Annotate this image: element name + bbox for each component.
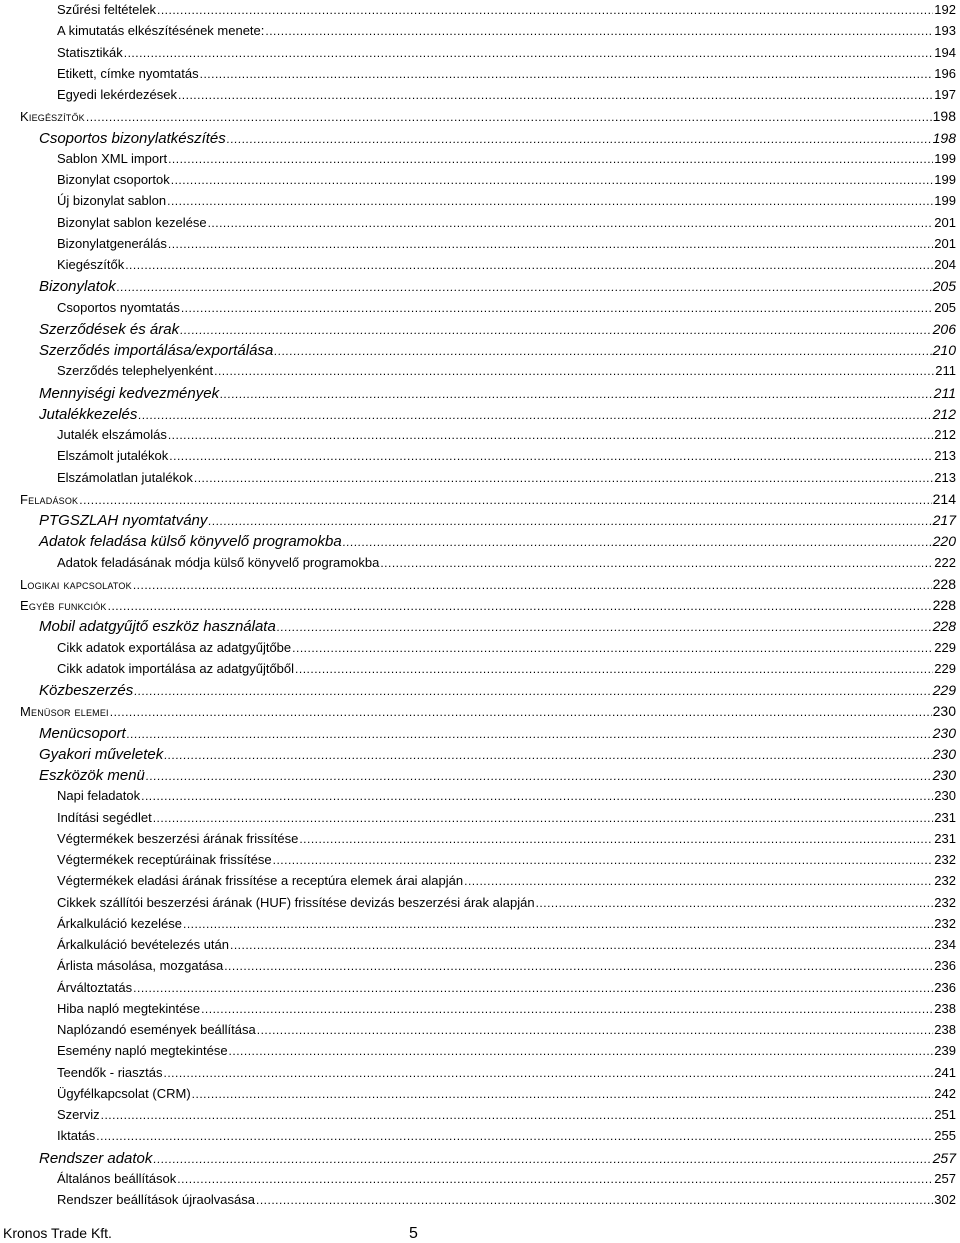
toc-entry[interactable] bbox=[57, 810, 956, 831]
toc-dot-leader bbox=[125, 258, 933, 272]
toc-entry-title: Indítási segédlet bbox=[57, 809, 152, 825]
toc-entry-title: Kiegészítők bbox=[20, 109, 85, 125]
toc-entry[interactable] bbox=[57, 640, 956, 661]
toc-dot-leader bbox=[273, 853, 934, 867]
toc-entry[interactable] bbox=[57, 1086, 956, 1107]
toc-entry-title: Szerződés telephelyenként bbox=[57, 363, 214, 379]
toc-entry-title: Közbeszerzés bbox=[39, 682, 134, 699]
toc-entry-page: 199 bbox=[934, 172, 956, 187]
toc-entry-title: Adatok feladásának módja külső könyvelő programokba bbox=[57, 554, 380, 570]
toc-entry-title: Új bizonylat sablon bbox=[57, 193, 167, 209]
toc-entry-title: Szűrési feltételek bbox=[57, 2, 156, 17]
toc-entry-title: Cikk adatok importálása az adatgyűjtőből bbox=[57, 660, 295, 676]
page-footer bbox=[0, 1225, 960, 1243]
toc-entry-page: 211 bbox=[933, 384, 956, 401]
toc-dot-leader bbox=[157, 3, 933, 17]
toc-dot-leader bbox=[214, 364, 934, 378]
toc-entry-title: Bizonylat sablon kezelése bbox=[57, 214, 207, 230]
toc-entry-title: Árkalkuláció bevételezés után bbox=[57, 937, 229, 952]
toc-entry-title: Bizonylatok bbox=[39, 278, 116, 296]
toc-entry-title: Általános beállítások bbox=[57, 1170, 177, 1186]
toc-entry-page: 205 bbox=[932, 278, 956, 295]
toc-entry-page: 206 bbox=[932, 320, 956, 337]
toc-dot-leader bbox=[117, 280, 932, 294]
toc-entry-page: 194 bbox=[934, 44, 956, 60]
toc-dot-leader bbox=[200, 67, 934, 81]
toc-entry-page: 232 bbox=[934, 894, 956, 910]
toc-entry-title: Feladások bbox=[20, 491, 79, 507]
toc-dot-leader bbox=[168, 428, 933, 442]
toc-entry[interactable] bbox=[57, 470, 956, 491]
toc-entry-page: 205 bbox=[934, 299, 956, 315]
toc-dot-leader bbox=[138, 408, 931, 422]
toc-entry-title: Árkalkuláció kezelése bbox=[57, 915, 183, 931]
toc-entry[interactable] bbox=[57, 980, 956, 1001]
toc-entry-title: Mennyiségi kedvezmények bbox=[39, 384, 220, 402]
toc-entry-page: 228 bbox=[932, 575, 956, 592]
toc-entry-title: Csoportos bizonylatkészítés bbox=[39, 129, 226, 147]
toc-entry[interactable] bbox=[39, 278, 956, 299]
toc-entry-page: 211 bbox=[935, 363, 956, 379]
toc-entry[interactable] bbox=[57, 193, 956, 214]
toc-dot-leader bbox=[230, 938, 933, 952]
toc-dot-leader bbox=[79, 493, 931, 507]
toc-entry[interactable] bbox=[57, 427, 956, 448]
toc-entry-page: 257 bbox=[932, 1149, 956, 1166]
toc-dot-leader bbox=[224, 959, 933, 973]
toc-entry-page: 239 bbox=[934, 1043, 956, 1059]
toc-entry-page: 204 bbox=[934, 257, 956, 272]
toc-entry-title: Elszámolatlan jutalékok bbox=[57, 469, 193, 485]
toc-entry[interactable] bbox=[57, 852, 956, 873]
toc-dot-leader bbox=[380, 556, 933, 570]
toc-dot-leader bbox=[134, 684, 931, 698]
toc-entry-title: Menücsoport bbox=[39, 724, 126, 742]
toc-entry[interactable] bbox=[57, 87, 956, 108]
toc-entry-title: Bizonylat csoportok bbox=[57, 172, 170, 187]
toc-dot-leader bbox=[127, 727, 932, 741]
toc-dot-leader bbox=[227, 132, 932, 146]
toc-entry-title: Gyakori műveletek bbox=[39, 745, 164, 763]
toc-dot-leader bbox=[171, 173, 934, 187]
toc-entry-page: 238 bbox=[934, 1022, 956, 1037]
toc-dot-leader bbox=[133, 981, 933, 995]
toc-dot-leader bbox=[86, 110, 932, 124]
toc-entry-page: 210 bbox=[932, 342, 956, 358]
toc-entry-page: 230 bbox=[932, 703, 956, 720]
toc-dot-leader bbox=[124, 46, 934, 60]
toc-entry-title: Hiba napló megtekintése bbox=[57, 1000, 201, 1016]
toc-entry-page: 192 bbox=[934, 2, 956, 17]
toc-dot-leader bbox=[133, 578, 932, 592]
toc-entry-title: Etikett, címke nyomtatás bbox=[57, 65, 199, 81]
toc-entry[interactable] bbox=[57, 45, 956, 66]
toc-entry[interactable] bbox=[39, 746, 956, 767]
footer-company: Kronos Trade Kft. bbox=[3, 1225, 112, 1241]
toc-dot-leader bbox=[208, 514, 931, 528]
toc-dot-leader bbox=[183, 917, 933, 931]
toc-entry-title: Árlista másolása, mozgatása bbox=[57, 958, 224, 974]
toc-entry-page: 199 bbox=[934, 150, 956, 166]
toc-entry-page: 230 bbox=[932, 724, 956, 741]
toc-dot-leader bbox=[178, 88, 933, 102]
toc-entry[interactable] bbox=[57, 1043, 956, 1064]
toc-dot-leader bbox=[181, 301, 933, 315]
toc-entry-page: 230 bbox=[934, 788, 956, 804]
toc-entry-page: 230 bbox=[932, 767, 956, 783]
toc-dot-leader bbox=[194, 471, 933, 485]
toc-entry[interactable] bbox=[57, 2, 956, 23]
toc-dot-leader bbox=[343, 535, 932, 549]
footer-page-number: 5 bbox=[409, 1225, 418, 1242]
toc-entry-title: Menüsor elemei bbox=[20, 704, 109, 720]
toc-entry-page: 229 bbox=[934, 639, 956, 655]
toc-entry-page: 220 bbox=[932, 533, 956, 550]
toc-entry[interactable] bbox=[57, 300, 956, 321]
toc-dot-leader bbox=[201, 1002, 933, 1016]
toc-dot-leader bbox=[257, 1023, 934, 1037]
toc-entry-title: Kiegészítők bbox=[57, 257, 125, 272]
toc-entry-page: 241 bbox=[934, 1064, 956, 1080]
toc-entry-title: Végtermékek beszerzési árának frissítése bbox=[57, 830, 299, 846]
toc-entry-page: 217 bbox=[932, 512, 956, 528]
toc-entry-page: 234 bbox=[934, 937, 956, 952]
toc-entry-page: 198 bbox=[932, 108, 956, 125]
toc-entry-page: 251 bbox=[934, 1107, 956, 1122]
toc-entry[interactable] bbox=[57, 172, 956, 193]
toc-entry-title: Jutalék elszámolás bbox=[57, 427, 167, 442]
toc-dot-leader bbox=[141, 789, 933, 803]
toc-entry[interactable] bbox=[57, 958, 956, 979]
toc-entry[interactable] bbox=[57, 236, 956, 257]
toc-dot-leader bbox=[177, 1172, 933, 1186]
toc-entry-title: Cikkek szállítói beszerzési árának (HUF) frissítése devizás beszerzési árak alapján bbox=[57, 894, 535, 910]
toc-dot-leader bbox=[110, 705, 932, 719]
toc-entry[interactable] bbox=[57, 363, 956, 384]
toc-entry-title: Esemény napló megtekintése bbox=[57, 1043, 228, 1059]
toc-dot-leader bbox=[277, 620, 932, 634]
toc-entry-page: 236 bbox=[934, 958, 956, 974]
toc-entry-title: Árváltoztatás bbox=[57, 979, 133, 995]
toc-dot-leader bbox=[274, 344, 931, 358]
toc-entry-title: Teendők - riasztás bbox=[57, 1064, 163, 1080]
toc-entry-title: Jutalékkezelés bbox=[39, 405, 138, 423]
toc-dot-leader bbox=[220, 387, 933, 401]
toc-entry[interactable] bbox=[57, 215, 956, 236]
toc-dot-leader bbox=[292, 641, 933, 655]
toc-entry[interactable] bbox=[57, 66, 956, 87]
toc-entry[interactable] bbox=[39, 342, 956, 363]
toc-entry-title: Napi feladatok bbox=[57, 788, 141, 804]
toc-entry-page: 302 bbox=[934, 1192, 956, 1207]
toc-entry-page: 198 bbox=[932, 129, 956, 146]
toc-entry-title: A kimutatás elkészítésének menete: bbox=[57, 23, 265, 39]
toc-dot-leader bbox=[536, 896, 934, 910]
toc-entry-page: 193 bbox=[934, 23, 956, 39]
toc-entry-page: 196 bbox=[934, 65, 956, 81]
toc-entry[interactable] bbox=[57, 1065, 956, 1086]
toc-entry-page: 257 bbox=[934, 1170, 956, 1186]
toc-dot-leader bbox=[108, 599, 932, 613]
toc-entry-title: Cikk adatok exportálása az adatgyűjtőbe bbox=[57, 639, 292, 655]
toc-entry-title: Naplózandó események beállítása bbox=[57, 1022, 256, 1037]
toc-entry[interactable] bbox=[57, 555, 956, 576]
toc-entry-page: 201 bbox=[934, 235, 956, 251]
toc-dot-leader bbox=[101, 1108, 934, 1122]
toc-dot-leader bbox=[265, 24, 933, 38]
toc-entry[interactable] bbox=[39, 406, 956, 427]
toc-entry-page: 228 bbox=[932, 618, 956, 635]
toc-entry-page: 242 bbox=[934, 1085, 956, 1101]
toc-dot-leader bbox=[192, 1087, 934, 1101]
toc-entry-title: Logikai kapcsolatok bbox=[20, 576, 132, 592]
toc-dot-leader bbox=[295, 662, 933, 676]
toc-dot-leader bbox=[256, 1193, 933, 1207]
toc-entry-title: Adatok feladása külső könyvelő programokba bbox=[39, 533, 342, 551]
toc-entry-title: Sablon XML import bbox=[57, 150, 168, 166]
toc-entry-title: PTGSZLAH nyomtatvány bbox=[39, 512, 208, 529]
toc-entry[interactable] bbox=[39, 725, 956, 746]
toc-dot-leader bbox=[153, 811, 934, 825]
toc-entry-page: 201 bbox=[934, 214, 956, 230]
toc-entry[interactable] bbox=[57, 788, 956, 809]
toc-entry-title: Végtermékek eladási árának frissítése a receptúra elemek árai alapján bbox=[57, 873, 464, 889]
toc-entry[interactable] bbox=[20, 576, 956, 597]
toc-entry-title: Bizonylatgenerálás bbox=[57, 235, 167, 251]
toc-entry[interactable] bbox=[39, 767, 956, 788]
toc-entry[interactable] bbox=[39, 533, 956, 554]
toc-dot-leader bbox=[146, 769, 932, 783]
toc-entry[interactable] bbox=[20, 597, 956, 618]
toc-entry-title: Szerviz bbox=[57, 1107, 100, 1122]
toc-entry-title: Szerződés importálása/exportálása bbox=[39, 342, 274, 359]
toc-entry[interactable] bbox=[57, 661, 956, 682]
toc-dot-leader bbox=[96, 1129, 933, 1143]
toc-entry[interactable] bbox=[20, 703, 956, 724]
toc-dot-leader bbox=[464, 874, 933, 888]
toc-entry-page: 238 bbox=[934, 1000, 956, 1016]
toc-entry-title: Szerződések és árak bbox=[39, 320, 180, 338]
toc-entry[interactable] bbox=[57, 1171, 956, 1192]
toc-dot-leader bbox=[153, 1152, 931, 1166]
toc-entry[interactable] bbox=[39, 385, 956, 406]
toc-entry[interactable] bbox=[39, 512, 956, 533]
toc-entry-title: Elszámolt jutalékok bbox=[57, 448, 169, 464]
toc-entry-title: Eszközök menü bbox=[39, 767, 145, 784]
toc-dot-leader bbox=[180, 323, 932, 337]
toc-entry-title: Rendszer adatok bbox=[39, 1149, 153, 1167]
toc-entry-page: 222 bbox=[934, 554, 956, 570]
toc-entry-title: Egyedi lekérdezések bbox=[57, 87, 177, 102]
toc-entry[interactable] bbox=[57, 257, 956, 278]
toc-entry-page: 231 bbox=[934, 830, 956, 846]
toc-entry[interactable] bbox=[57, 151, 956, 172]
toc-entry[interactable] bbox=[39, 682, 956, 703]
toc-entry-page: 212 bbox=[934, 427, 956, 442]
toc-entry[interactable] bbox=[57, 895, 956, 916]
toc-entry-page: 232 bbox=[934, 852, 956, 867]
toc-entry[interactable] bbox=[57, 937, 956, 958]
toc-entry-page: 231 bbox=[934, 809, 956, 825]
toc-entry[interactable] bbox=[57, 1001, 956, 1022]
toc-dot-leader bbox=[168, 152, 933, 166]
toc-entry-page: 212 bbox=[932, 405, 956, 422]
toc-entry-page: 255 bbox=[934, 1128, 956, 1144]
toc-entry[interactable] bbox=[39, 321, 956, 342]
toc-entry[interactable] bbox=[39, 1150, 956, 1171]
toc-entry-title: Iktatás bbox=[57, 1128, 96, 1144]
toc-entry-title: Ügyfélkapcsolat (CRM) bbox=[57, 1085, 191, 1101]
toc-entry[interactable] bbox=[57, 1107, 956, 1128]
toc-entry-title: Egyéb funkciók bbox=[20, 598, 107, 613]
toc-entry[interactable] bbox=[20, 108, 956, 129]
toc-entry[interactable] bbox=[57, 1192, 956, 1213]
toc-dot-leader bbox=[229, 1044, 934, 1058]
toc-entry-page: 229 bbox=[934, 660, 956, 676]
toc-entry[interactable] bbox=[57, 23, 956, 44]
toc-dot-leader bbox=[164, 1066, 934, 1080]
toc-dot-leader bbox=[208, 216, 934, 230]
toc-dot-leader bbox=[167, 194, 933, 208]
toc-entry-title: Végtermékek receptúráinak frissítése bbox=[57, 852, 272, 867]
toc-entry[interactable] bbox=[39, 618, 956, 639]
toc-entry-page: 232 bbox=[934, 915, 956, 931]
toc-entry-page: 230 bbox=[932, 745, 956, 762]
toc-dot-leader bbox=[164, 748, 931, 762]
toc-dot-leader bbox=[169, 449, 933, 463]
toc-entry-page: 199 bbox=[934, 193, 956, 209]
toc-entry[interactable] bbox=[20, 491, 956, 512]
toc-entry[interactable] bbox=[57, 1022, 956, 1043]
toc-entry-page: 236 bbox=[934, 979, 956, 995]
toc-entry-page: 213 bbox=[934, 448, 956, 464]
toc-entry[interactable] bbox=[57, 831, 956, 852]
toc-dot-leader bbox=[299, 832, 933, 846]
toc-entry[interactable] bbox=[57, 873, 956, 894]
toc-entry[interactable] bbox=[39, 130, 956, 151]
toc-entry-title: Rendszer beállítások újraolvasása bbox=[57, 1192, 255, 1207]
toc-entry[interactable] bbox=[57, 448, 956, 469]
toc-entry-title: Csoportos nyomtatás bbox=[57, 299, 180, 315]
toc-entry-page: 232 bbox=[934, 873, 956, 889]
toc-entry-title: Statisztikák bbox=[57, 44, 123, 60]
toc-entry-page: 229 bbox=[932, 682, 956, 698]
toc-entry-page: 214 bbox=[932, 490, 956, 507]
toc-dot-leader bbox=[168, 237, 933, 251]
toc-entry-page: 197 bbox=[934, 87, 956, 102]
toc-entry-title: Mobil adatgyűjtő eszköz használata bbox=[39, 618, 276, 636]
toc-entry[interactable] bbox=[57, 1128, 956, 1149]
toc-entry-page: 228 bbox=[932, 597, 956, 613]
toc-entry[interactable] bbox=[57, 916, 956, 937]
toc-entry-page: 213 bbox=[934, 469, 956, 485]
